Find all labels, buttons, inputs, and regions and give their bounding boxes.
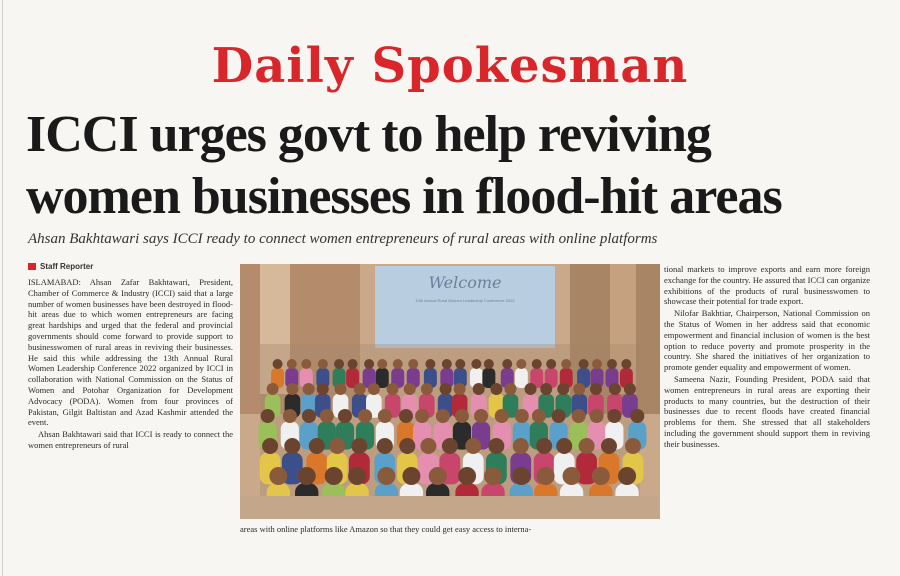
attendee-head	[532, 359, 542, 369]
attendee-head	[358, 409, 372, 423]
article-column-right	[664, 264, 870, 544]
attendee-head	[490, 383, 502, 395]
attendee-head	[454, 383, 466, 395]
attendee-head	[495, 409, 509, 423]
attendee-head	[484, 467, 502, 485]
attendee-head	[621, 359, 631, 369]
attendee-head	[590, 383, 602, 395]
attendee-head	[425, 359, 435, 369]
attendee-head	[607, 409, 621, 423]
paragraph: tional markets to improve exports and earn more foreign exchange for the country. He assured that ICCI can organize exhibitions of the products of rural businesswomen to showcase their potential for trade export.	[664, 264, 870, 307]
attendee-head	[442, 438, 458, 454]
attendee-head	[630, 409, 644, 423]
attendee-head	[484, 359, 494, 369]
attendee-head	[325, 467, 343, 485]
attendee-head	[301, 359, 311, 369]
attendee-head	[624, 383, 636, 395]
attendee-head	[261, 409, 275, 423]
attendee-head	[402, 467, 420, 485]
attendee-head	[561, 359, 571, 369]
attendee-head	[474, 409, 488, 423]
attendee-head	[286, 383, 298, 395]
attendee-head	[415, 409, 429, 423]
attendee-head	[436, 409, 450, 423]
attendee-head	[269, 467, 287, 485]
attendee-head	[368, 383, 380, 395]
attendee-head	[579, 359, 589, 369]
attendee-head	[552, 409, 566, 423]
byline-marker-icon	[28, 263, 36, 270]
attendee-head	[273, 359, 283, 369]
headline	[26, 104, 886, 228]
paragraph: Nilofar Bakhtiar, Chairperson, National Commission on the Status of Women in her address said that economic empowerment and financial inclusion of women is the best option to reduce poverty and promote prosperity in the country. She shared the initiatives of her organization to promote gender equality and empowerment of women.	[664, 308, 870, 373]
attendee-head	[377, 359, 387, 369]
group-photo-image	[240, 264, 660, 519]
attendee-head	[625, 438, 641, 454]
attendee-head	[364, 359, 374, 369]
attendee-head	[334, 359, 344, 369]
attendee-head	[404, 383, 416, 395]
attendee-head	[536, 438, 552, 454]
attendee-head	[420, 438, 436, 454]
attendee-head	[421, 383, 433, 395]
attendee-head	[537, 467, 555, 485]
attendee-head	[429, 467, 447, 485]
attendee-head	[572, 409, 586, 423]
headline-line-1: ICCI urges govt to help reviving	[26, 106, 711, 163]
attendee-head	[348, 359, 358, 369]
byline	[28, 262, 93, 271]
attendee-head	[618, 467, 636, 485]
attendee-head	[329, 438, 345, 454]
attendee-head	[378, 409, 392, 423]
attendee-head	[408, 359, 418, 369]
paragraph: Sameena Nazir, Founding President, PODA said that women entrepreneurs in rural areas are exporting their products to many countries, but the destruction of their businesses due to recent floods have created financial problems for them. She stressed that all stakeholders including the government should support them in reviving their businesses.	[664, 373, 870, 449]
attendee-figure	[515, 368, 528, 388]
attendee-head	[309, 438, 325, 454]
attendee-head	[525, 383, 537, 395]
attendee-head	[592, 467, 610, 485]
masthead: Daily Spokesman	[211, 38, 689, 94]
attendee-head	[320, 409, 334, 423]
event-group-photo	[240, 264, 660, 519]
attendee-head	[471, 359, 481, 369]
attendee-head	[592, 359, 602, 369]
screen-title: Welcome	[428, 273, 502, 292]
attendee-head	[287, 359, 297, 369]
attendee-head	[399, 438, 415, 454]
attendee-head	[516, 359, 526, 369]
attendee-head	[601, 438, 617, 454]
attendee-head	[513, 438, 529, 454]
headline-line-2: women businesses in flood-hit areas	[26, 168, 782, 225]
attendee-head	[317, 383, 329, 395]
attendee-head	[473, 383, 485, 395]
attendee-head	[573, 383, 585, 395]
attendee-head	[442, 359, 452, 369]
subheadline: Ahsan Bakhtawari says ICCI ready to connect women entrepreneurs of rural areas with online platforms	[28, 231, 658, 247]
attendee-head	[465, 438, 481, 454]
attendee-head	[377, 467, 395, 485]
article-continuation-line: areas with online platforms like Amazon so that they could get easy access to interna-	[240, 524, 532, 534]
attendee-head	[590, 409, 604, 423]
attendee-head	[557, 383, 569, 395]
attendee-head	[377, 438, 393, 454]
byline-text: Staff Reporter	[40, 262, 94, 271]
paragraph: ISLAMABAD: Ahsan Zafar Bakhtawari, President, Chamber of Commerce & Industry (ICCI) said that a large number of women businesses have been destroyed in flood-hit areas due to which women entrepreneurs are facing great hardships and urged that the federal and provincial governments should come forward to provide support to businesswomen of rural areas in reviving their businesses. He said this while addressing the 13th Annual Rural Women Leadership Conference 2022 organized by ICCI in collaboration with National Commission on the Status of Women and Potohar Organization for Development Advocacy (PODA). Women from four provinces of Pakistan, Gilgit Baltistan and Azad Kashmir attended the event.	[28, 277, 233, 428]
attendee-head	[351, 438, 367, 454]
screen-subtitle: 13th Annual Rural Women Leadership Conference 2022	[415, 298, 515, 303]
attendee-head	[262, 438, 278, 454]
attendee-head	[338, 409, 352, 423]
attendee-head	[348, 467, 366, 485]
attendee-head	[284, 438, 300, 454]
attendee-head	[455, 409, 469, 423]
attendee-head	[546, 359, 556, 369]
attendee-head	[515, 409, 529, 423]
attendee-head	[609, 383, 621, 395]
attendee-head	[302, 409, 316, 423]
paragraph: Ahsan Bakhtawari said that ICCI is ready to connect the women entrepreneurs of rural	[28, 429, 233, 450]
attendee-head	[267, 383, 279, 395]
attendee-head	[579, 438, 595, 454]
attendee-head	[455, 359, 465, 369]
attendee-head	[563, 467, 581, 485]
attendee-head	[303, 383, 315, 395]
attendee-head	[540, 383, 552, 395]
article-column-left	[28, 277, 233, 544]
attendee-head	[318, 359, 328, 369]
attendee-head	[298, 467, 316, 485]
attendee-head	[458, 467, 476, 485]
attendee-head	[504, 383, 516, 395]
attendee-head	[556, 438, 572, 454]
attendee-head	[440, 383, 452, 395]
attendee-head	[283, 409, 297, 423]
attendee-head	[512, 467, 530, 485]
attendee-head	[354, 383, 366, 395]
attendee-head	[488, 438, 504, 454]
crowd	[259, 344, 647, 519]
attendee-head	[532, 409, 546, 423]
attendee-head	[387, 383, 399, 395]
attendee-head	[393, 359, 403, 369]
attendee-head	[335, 383, 347, 395]
attendee-head	[399, 409, 413, 423]
attendee-head	[607, 359, 617, 369]
attendee-head	[502, 359, 512, 369]
